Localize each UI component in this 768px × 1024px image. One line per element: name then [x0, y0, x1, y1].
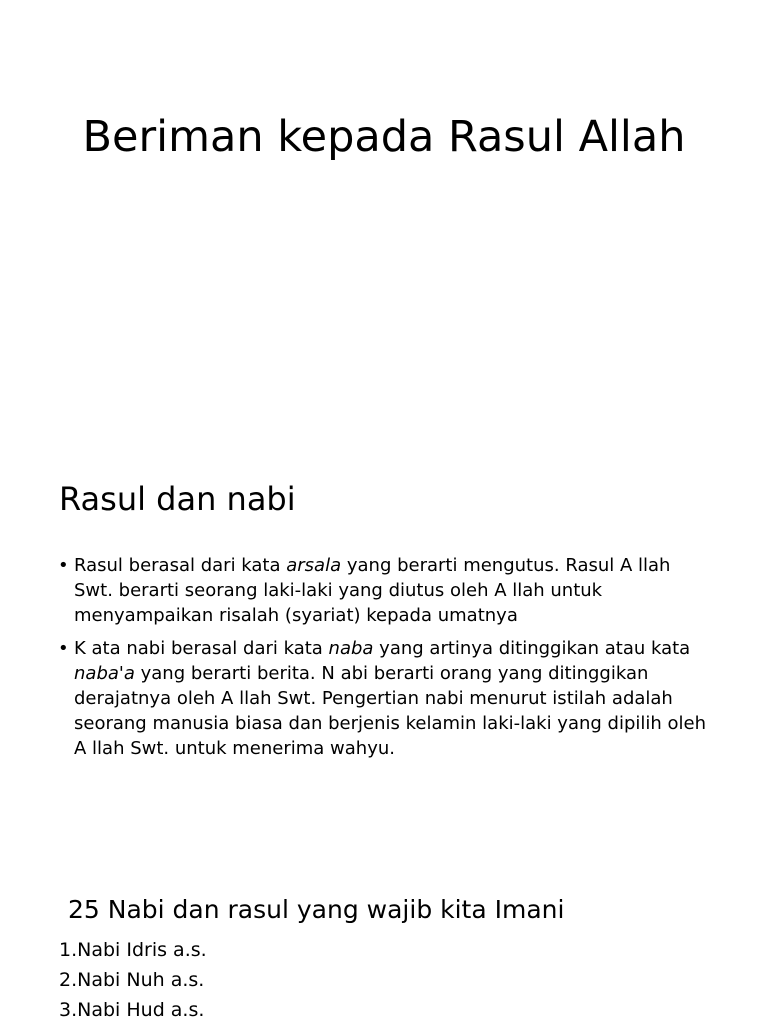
bullet-text: Rasul berasal dari kata [74, 555, 287, 576]
bullet-italic-term: naba'a [74, 663, 135, 684]
bullet-italic-term: naba [328, 638, 374, 659]
bullet-list [58, 553, 708, 769]
bullet-text: K ata nabi berasal dari kata [74, 638, 329, 659]
bullet-item [58, 636, 708, 761]
bullet-item [58, 553, 708, 628]
bullet-dot-icon: • [58, 555, 69, 576]
nabi-list [59, 935, 207, 1024]
nabi-list-heading: 25 Nabi dan rasul yang wajib kita Imani [68, 895, 565, 924]
list-item: 1.Nabi Idris a.s. [59, 939, 207, 961]
list-item: 2.Nabi Nuh a.s. [59, 969, 205, 991]
list-item: 3.Nabi Hud a.s. [59, 999, 205, 1021]
bullet-text: yang berarti mengutus. Rasul A llah Swt. berarti seorang laki-laki yang diutus oleh A llah untuk menyampaikan risalah (syariat) kepada umatnya [74, 555, 671, 626]
bullet-italic-term: arsala [286, 555, 342, 576]
page-title: Beriman kepada Rasul Allah [82, 112, 686, 162]
section-heading: Rasul dan nabi [59, 480, 296, 518]
bullet-text: yang artinya ditinggikan atau kata [373, 638, 691, 659]
bullet-text: yang berarti berita. N abi berarti orang yang ditinggikan derajatnya oleh A llah Swt. Pengertian nabi menurut istilah adalah seorang manusia biasa dan berjenis kelamin laki-laki yang dipilih oleh A llah Swt. untuk menerima wahyu. [74, 663, 707, 759]
bullet-dot-icon: • [58, 638, 69, 659]
